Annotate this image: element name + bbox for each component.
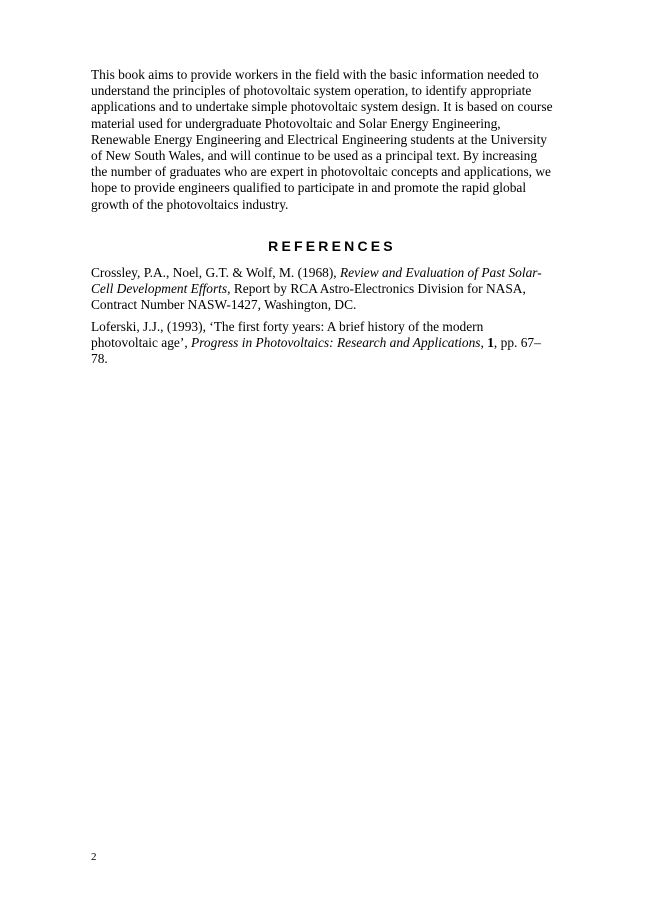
reference-title: photovoltaic age’, [91,335,192,351]
reference-line: Contract Number NASW-1427, Washington, DC. [91,297,357,313]
reference-authors: Crossley, P.A., Noel, G.T. & Wolf, M. (1968), [91,265,340,280]
page-number: 2 [91,851,97,863]
reference-entry [91,265,571,314]
reference-separator: , [480,335,488,351]
references-heading: REFERENCES [268,238,396,254]
text-line: of New South Wales, and will continue to be used as a principal text. By increasing [91,148,538,164]
reference-volume: 1 [487,335,494,351]
text-line: the number of graduates who are expert in photovoltaic concepts and applications, we [91,164,551,180]
reference-title: Cell Development Efforts [91,281,228,297]
text-line: This book aims to provide workers in the field with the basic information needed to [91,67,539,82]
text-line: hope to provide engineers qualified to participate in and promote the rapid global [91,180,527,196]
text-line: material used for undergraduate Photovoltaic and Solar Energy Engineering, [91,115,501,131]
reference-journal: Progress in Photovoltaics: Research and Applications [191,335,481,351]
text-line: understand the principles of photovoltaic system operation, to identify appropriate [91,83,532,99]
text-line: growth of the photovoltaics industry. [91,196,289,212]
reference-publisher: , Report by RCA Astro-Electronics Division for NASA, [227,281,526,297]
text-line: applications and to undertake simple photovoltaic system design. It is based on course [91,99,553,115]
text-line: Renewable Energy Engineering and Electrical Engineering students at the University [91,131,548,147]
reference-line [91,265,571,281]
reference-entry [91,319,571,368]
reference-pages: , pp. 67– [493,335,541,351]
reference-title: Review and Evaluation of Past Solar- [340,265,542,280]
reference-line: 78. [91,351,108,367]
intro-paragraph [91,67,571,213]
reference-line: Loferski, J.J., (1993), ‘The first forty years: A brief history of the modern [91,319,484,334]
reference-line [91,335,571,351]
reference-line [91,281,571,297]
